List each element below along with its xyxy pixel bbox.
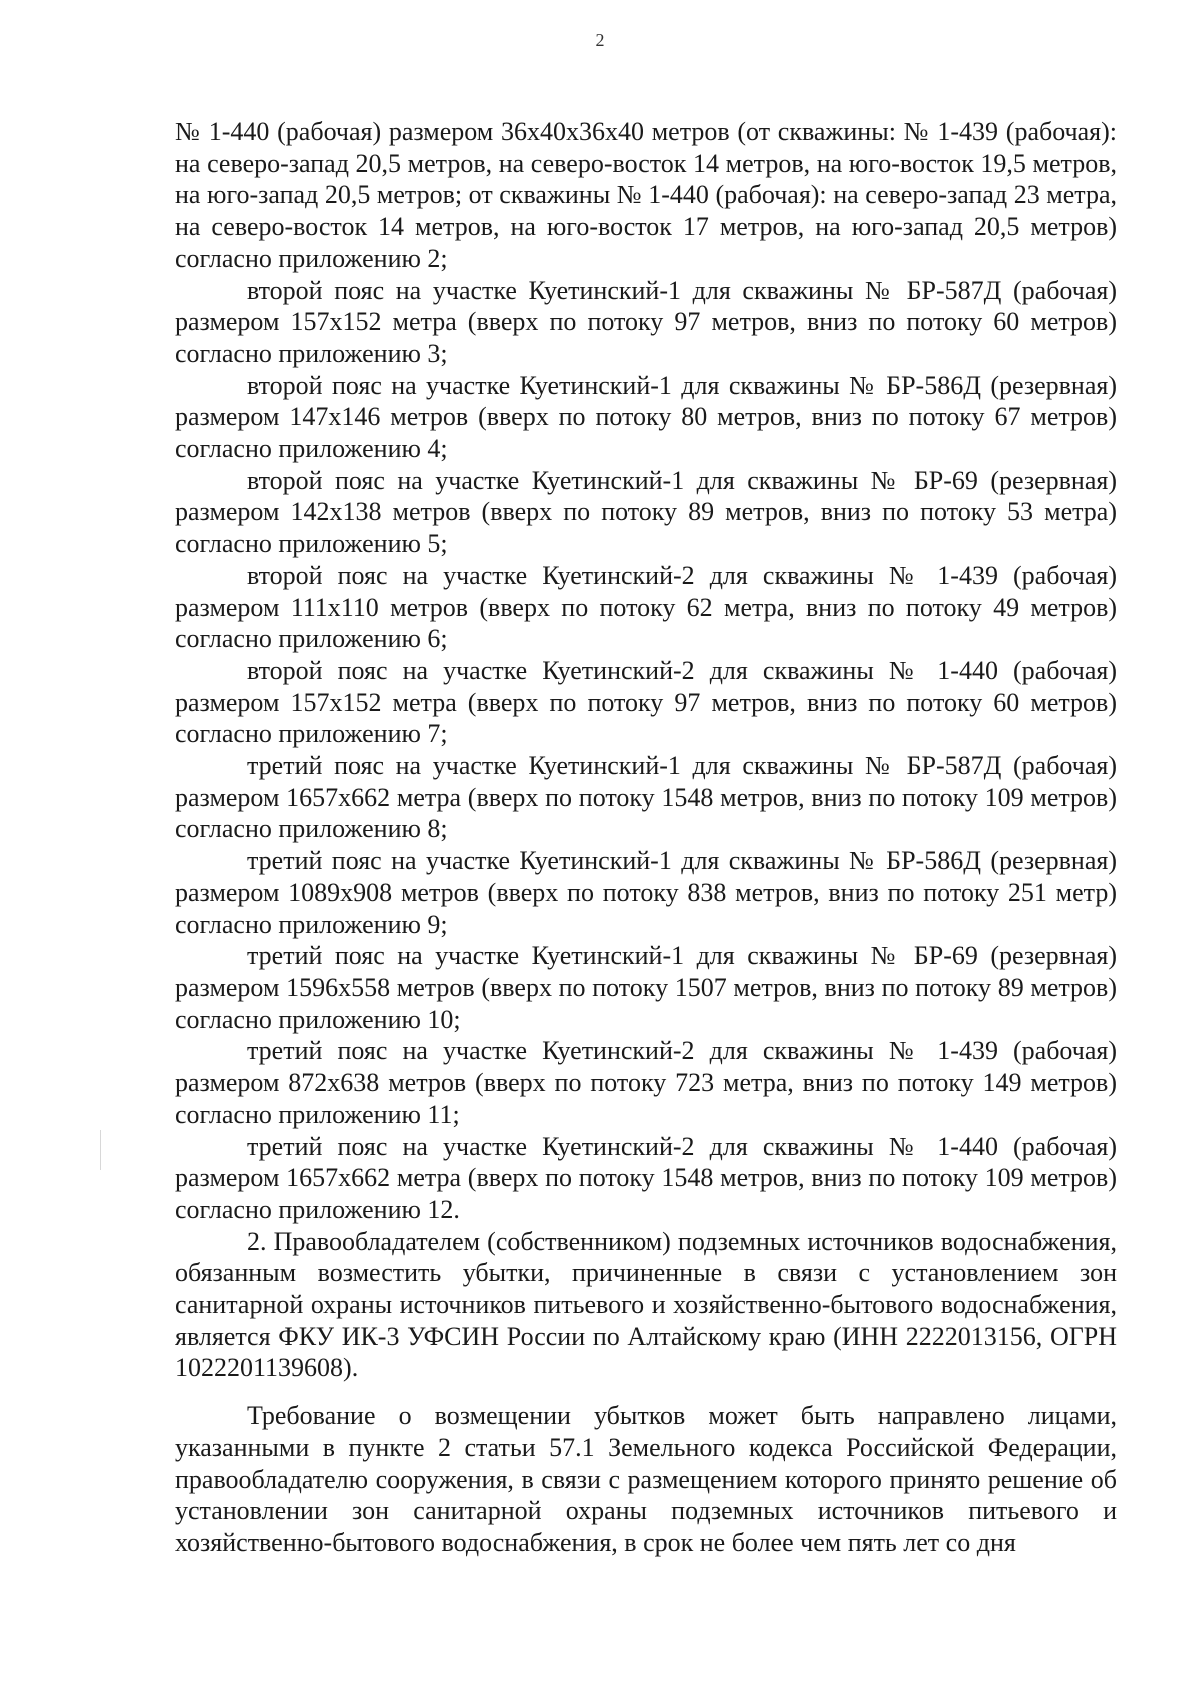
paragraph-zone-item: второй пояс на участке Куетинский-1 для скважины № БР-69 (резервная) размером 142x138 метров (вверх по потоку 89 метров, вниз по потоку 53 метра) согласно приложению 5; xyxy=(175,465,1117,559)
paragraph-continuation: № 1-440 (рабочая) размером 36x40x36x40 метров (от скважины: № 1-439 (рабочая): на северо-запад 20,5 метров, на северо-восток 14 метров, на юго-восток 19,5 метров, на юго-запад 20,5 метров; от скважины № 1-440 (рабочая): на северо-запад 23 метра, на северо-восток 14 метров, на юго-восток 17 метров, на юго-запад 20,5 метров) согласно приложению 2; xyxy=(175,117,1117,273)
document-body xyxy=(175,116,1117,1559)
paragraph-zone-item: второй пояс на участке Куетинский-2 для скважины № 1-439 (рабочая) размером 111x110 метров (вверх по потоку 62 метра, вниз по потоку 49 метров) согласно приложению 6; xyxy=(175,560,1117,654)
scan-margin-mark xyxy=(100,1130,101,1170)
paragraph-zone-item: второй пояс на участке Куетинский-1 для скважины № БР-587Д (рабочая) размером 157x152 метра (вверх по потоку 97 метров, вниз по потоку 60 метров) согласно приложению 3; xyxy=(175,275,1117,368)
paragraph-zone-item: третий пояс на участке Куетинский-2 для скважины № 1-440 (рабочая) размером 1657x662 метра (вверх по потоку 1548 метров, вниз по потоку 109 метров) согласно приложению 12. xyxy=(175,1131,1117,1224)
paragraph-section-2: 2. Правообладателем (собственником) подземных источников водоснабжения, обязанным возместить убытки, причиненные в связи с установлением зон санитарной охраны источников питьевого и хозяйственно-бытового водоснабжения, является ФКУ ИК-3 УФСИН России по Алтайскому краю (ИНН 2222013156, ОГРН 1022201139608). xyxy=(175,1226,1117,1383)
paragraph-zone-item: второй пояс на участке Куетинский-1 для скважины № БР-586Д (резервная) размером 147x146 метров (вверх по потоку 80 метров, вниз по потоку 67 метров) согласно приложению 4; xyxy=(175,370,1117,464)
paragraph-zone-item: третий пояс на участке Куетинский-2 для скважины № 1-439 (рабочая) размером 872x638 метров (вверх по потоку 723 метра, вниз по потоку 149 метров) согласно приложению 11; xyxy=(175,1036,1117,1129)
paragraph-zone-item: третий пояс на участке Куетинский-1 для скважины № БР-587Д (рабочая) размером 1657x662 метра (вверх по потоку 1548 метров, вниз по потоку 109 метров) согласно приложению 8; xyxy=(175,751,1117,844)
paragraph-zone-item: второй пояс на участке Куетинский-2 для скважины № 1-440 (рабочая) размером 157x152 метра (вверх по потоку 97 метров, вниз по потоку 60 метров) согласно приложению 7; xyxy=(175,655,1117,749)
paragraph-zone-item: третий пояс на участке Куетинский-1 для скважины № БР-69 (резервная) размером 1596x558 метров (вверх по потоку 1507 метров, вниз по потоку 89 метров) согласно приложению 10; xyxy=(175,941,1117,1034)
paragraph-zone-item: третий пояс на участке Куетинский-1 для скважины № БР-586Д (резервная) размером 1089x908 метров (вверх по потоку 838 метров, вниз по потоку 251 метр) согласно приложению 9; xyxy=(175,846,1117,939)
paragraph-compensation-claim: Требование о возмещении убытков может быть направлено лицами, указанными в пункте 2 статьи 57.1 Земельного кодекса Российской Федерации, правообладателю сооружения, в связи с размещением которого принято решение об установлении зон санитарной охраны подземных источников питьевого и хозяйственно-бытового водоснабжения, в срок не более чем пять лет со дня xyxy=(175,1401,1117,1557)
page-number: 2 xyxy=(595,30,605,50)
